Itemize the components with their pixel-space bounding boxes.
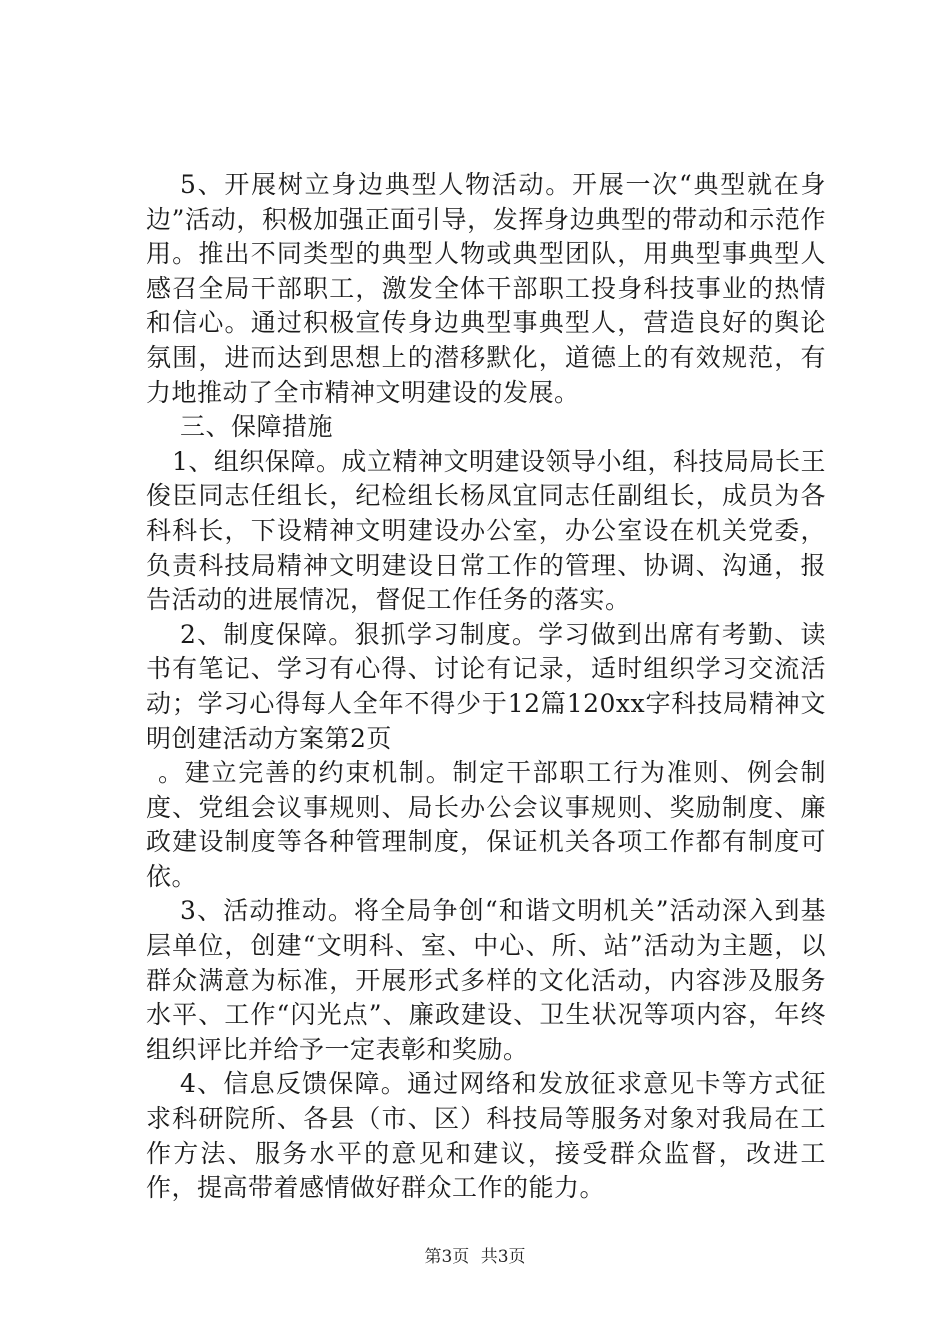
paragraph-constraint-mechanism: 。建立完善的约束机制。制定干部职工行为准则、例会制度、党组会议事规则、局长办公会议事规则、奖励制度、廉政建设制度等各种管理制度，保证机关各项工作都有制度可依。 — [146, 758, 826, 891]
paragraph-activity-promotion: 3、活动推动。将全局争创“和谐文明机关”活动深入到基层单位，创建“文明科、室、中心、所、站”活动为主题，以群众满意为标准，开展形式多样的文化活动，内容涉及服务水平、工作“闪光点”、廉政建设、卫生状况等项内容，年终组织评比并给予一定表彰和奖励。 — [146, 896, 826, 1064]
page-number-total: 共3页 — [480, 1247, 526, 1267]
paragraph-typical-figures: 5、开展树立身边典型人物活动。开展一次“典型就在身边”活动，积极加强正面引导，发挥身边典型的带动和示范作用。推出不同类型的典型人物或典型团队，用典型事典型人感召全局干部职工，激发全体干部职工投身科技事业的热情和信心。通过积极宣传身边典型事典型人，营造良好的舆论氛围，进而达到思想上的潜移默化，道德上的有效规范，有力地推动了全市精神文明建设的发展。 — [146, 170, 826, 407]
paragraph-system-guarantee: 2、制度保障。狠抓学习制度。学习做到出席有考勤、读书有笔记、学习有心得、讨论有记录，适时组织学习交流活动；学习心得每人全年不得少于12篇120xx字科技局精神文明创建活动方案第2页 — [146, 619, 826, 753]
page-footer — [0, 1247, 950, 1267]
page-number-current: 第3页 — [424, 1247, 470, 1267]
paragraph-feedback-guarantee: 4、信息反馈保障。通过网络和发放征求意见卡等方式征求科研院所、各县（市、区）科技局等服务对象对我局在工作方法、服务水平的意见和建议，接受群众监督，改进工作，提高带着感情做好群众工作的能力。 — [146, 1069, 826, 1203]
section-heading-guarantee-measures: 三、保障措施 — [180, 412, 334, 442]
document-body — [146, 168, 826, 1206]
paragraph-organization-guarantee: 1、组织保障。成立精神文明建设领导小组，科技局局长王俊臣同志任组长，纪检组长杨凤宜同志任副组长，成员为各科科长，下设精神文明建设办公室，办公室设在机关党委，负责科技局精神文明建设日常工作的管理、协调、沟通，报告活动的进展情况，督促工作任务的落实。 — [146, 446, 826, 615]
